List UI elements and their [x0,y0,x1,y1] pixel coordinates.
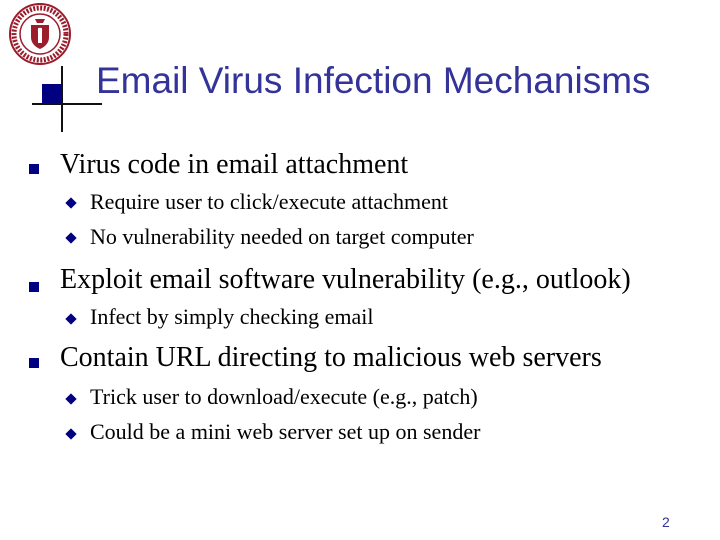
diamond-bullet-icon [65,393,76,404]
title-decoration-horizontal-line [32,103,102,105]
bullet-level1: Virus code in email attachment [60,149,409,180]
square-bullet-icon [29,164,39,174]
bullet-level1: Exploit email software vulnerability (e.g., outlook) [60,264,631,295]
square-bullet-icon [29,282,39,292]
diamond-bullet-icon [65,197,76,208]
diamond-bullet-icon [65,428,76,439]
bullet-level2: Require user to click/execute attachment [90,189,448,214]
square-bullet-icon [29,358,39,368]
bullet-level1: Contain URL directing to malicious web servers [60,342,602,373]
title-decoration-vertical-line [61,66,63,132]
bullet-level2: No vulnerability needed on target computer [90,224,474,249]
slide-title: Email Virus Infection Mechanisms [96,60,651,101]
page-number: 2 [662,514,670,530]
title-decoration-square [42,84,63,105]
bullet-level2: Infect by simply checking email [90,304,374,329]
bullet-level2: Could be a mini web server set up on sender [90,419,481,444]
university-seal-icon [9,3,71,65]
diamond-bullet-icon [65,313,76,324]
bullet-level2: Trick user to download/execute (e.g., patch) [90,384,478,409]
diamond-bullet-icon [65,232,76,243]
